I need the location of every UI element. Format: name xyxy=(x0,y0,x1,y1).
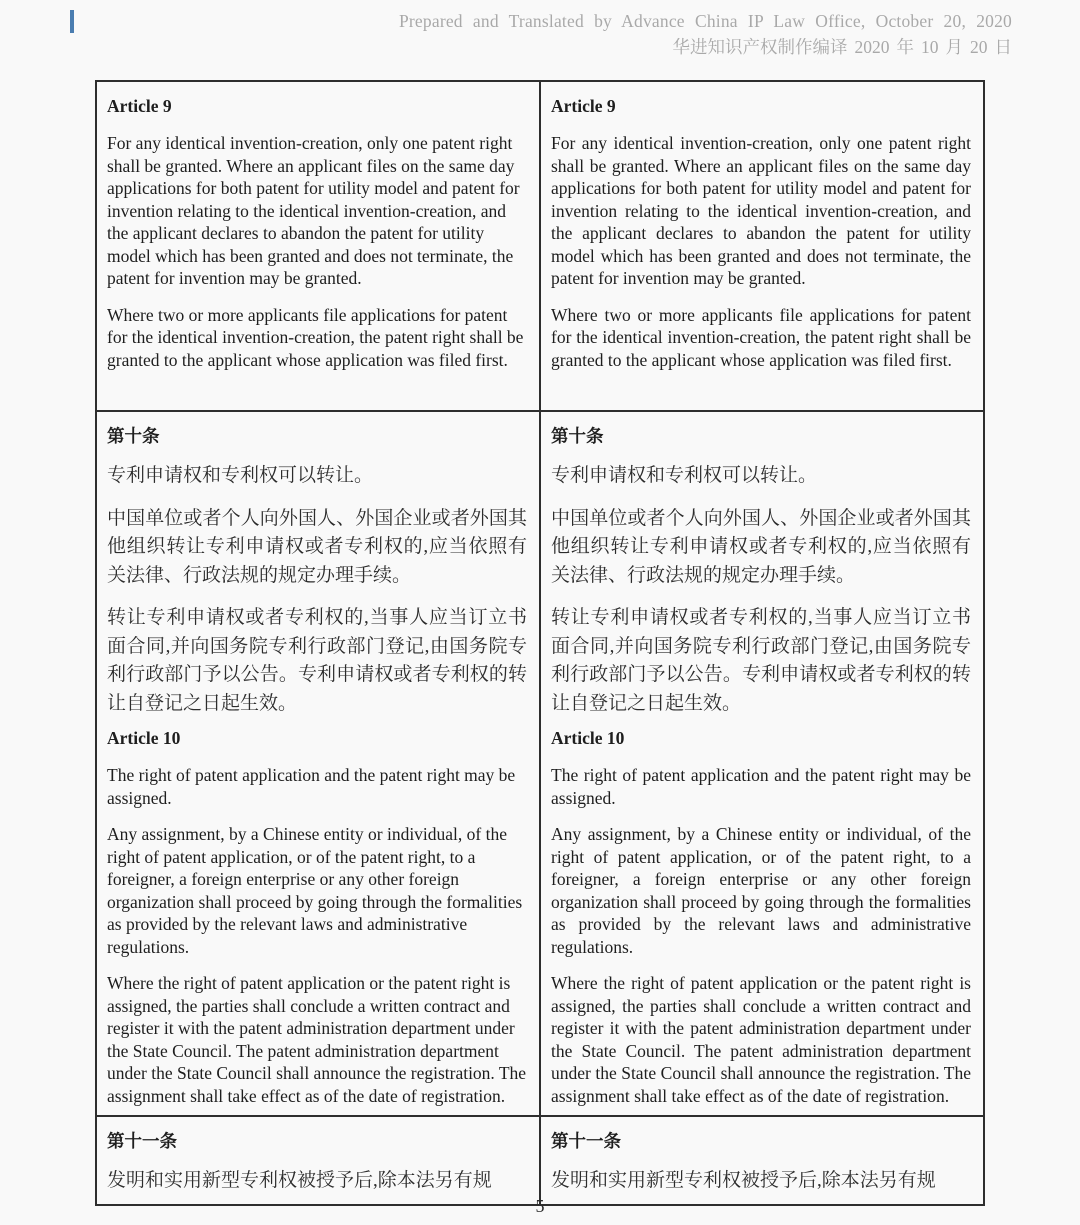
table-cell-right xyxy=(540,81,984,411)
article-paragraph: 中国单位或者个人向外国人、外国企业或者外国其他组织转让专利申请权或者专利权的,应当依照有关法律、行政法规的规定办理手续。 xyxy=(551,507,971,586)
article-paragraph: 中国单位或者个人向外国人、外国企业或者外国其他组织转让专利申请权或者专利权的,应当依照有关法律、行政法规的规定办理手续。 xyxy=(107,507,527,586)
article-paragraph: 转让专利申请权或者专利权的,当事人应当订立书面合同,并向国务院专利行政部门登记,由国务院专利行政部门予以公告。专利申请权或者专利权的转让自登记之日起生效。 xyxy=(107,607,527,714)
table-cell-left xyxy=(96,1116,540,1205)
page-number: 5 xyxy=(535,1196,545,1216)
article-paragraph: For any identical invention-creation, only one patent right shall be granted. Where an applicant files on the same day applications for both patent for utility model and patent for invention relating to the identical invention-creation, and the applicant declares to abandon the patent for utility model which has been granted and does not terminate, the patent for invention may be granted. xyxy=(551,133,971,288)
article-paragraph: 转让专利申请权或者专利权的,当事人应当订立书面合同,并向国务院专利行政部门登记,由国务院专利行政部门予以公告。专利申请权或者专利权的转让自登记之日起生效。 xyxy=(551,607,971,714)
article-paragraph: For any identical invention-creation, only one patent right shall be granted. Where an applicant files on the same day applications for both patent for utility model and patent for invention relating to the identical invention-creation, and the applicant declares to abandon the patent for utility model which has been granted and does not terminate, the patent for invention may be granted. xyxy=(107,133,520,288)
article-paragraph: 专利申请权和专利权可以转让。 xyxy=(551,465,818,486)
article-heading: 第十一条 xyxy=(551,1131,621,1151)
article-heading: 第十条 xyxy=(107,426,160,446)
article-heading: Article 9 xyxy=(551,96,616,116)
header-line-chinese: 华进知识产权制作编译 2020 年 10 月 20 日 xyxy=(672,37,1012,57)
article-paragraph: Where two or more applicants file applications for patent for the identical invention-creation, the patent right shall be granted to the applicant whose application was filed first. xyxy=(551,304,971,370)
annotation-cursor-bar xyxy=(70,10,74,33)
table-cell-right xyxy=(540,411,984,1116)
article-paragraph: 发明和实用新型专利权被授予后,除本法另有规 xyxy=(551,1170,936,1191)
article-heading: 第十条 xyxy=(551,426,604,446)
bilingual-comparison-table xyxy=(95,80,985,1206)
article-paragraph: Any assignment, by a Chinese entity or individual, of the right of patent application, or of the patent right, to a foreigner, a foreign enterprise or any other foreign organization shall proceed by going through the formalities as provided by the relevant laws and administrative regulations. xyxy=(551,824,971,957)
article-heading: Article 9 xyxy=(107,96,172,116)
article-paragraph: 发明和实用新型专利权被授予后,除本法另有规 xyxy=(107,1170,492,1191)
article-paragraph: Where two or more applicants file applications for patent for the identical invention-creation, the patent right shall be granted to the applicant whose application was filed first. xyxy=(107,304,524,370)
table-cell-right xyxy=(540,1116,984,1205)
article-paragraph: Where the right of patent application or the patent right is assigned, the parties shall conclude a written contract and register it with the patent administration department under the State Council. The patent administration department under the State Council shall announce the registration. The assignment shall take effect as of the date of registration. xyxy=(107,973,527,1106)
page-header xyxy=(200,8,1012,60)
article-paragraph: 专利申请权和专利权可以转让。 xyxy=(107,465,374,486)
table-row xyxy=(96,81,984,411)
article-heading: Article 10 xyxy=(107,728,181,748)
article-paragraph: Where the right of patent application or the patent right is assigned, the parties shall conclude a written contract and register it with the patent administration department under the State Council. The patent administration department under the State Council shall announce the registration. The assignment shall take effect as of the date of registration. xyxy=(551,973,971,1106)
article-paragraph: The right of patent application and the patent right may be assigned. xyxy=(551,765,971,808)
article-heading: Article 10 xyxy=(551,728,625,748)
table-row xyxy=(96,411,984,1116)
article-heading: 第十一条 xyxy=(107,1131,177,1151)
table-row xyxy=(96,1116,984,1205)
article-paragraph: Any assignment, by a Chinese entity or individual, of the right of patent application, or of the patent right, to a foreigner, a foreign enterprise or any other foreign organization shall proceed by going through the formalities as provided by the relevant laws and administrative regulations. xyxy=(107,824,523,957)
article-paragraph: The right of patent application and the patent right may be assigned. xyxy=(107,765,516,808)
table-cell-left xyxy=(96,81,540,411)
page-footer xyxy=(0,1196,1080,1217)
header-line-english: Prepared and Translated by Advance China IP Law Office, October 20, 2020 xyxy=(398,11,1012,31)
table-cell-left xyxy=(96,411,540,1116)
